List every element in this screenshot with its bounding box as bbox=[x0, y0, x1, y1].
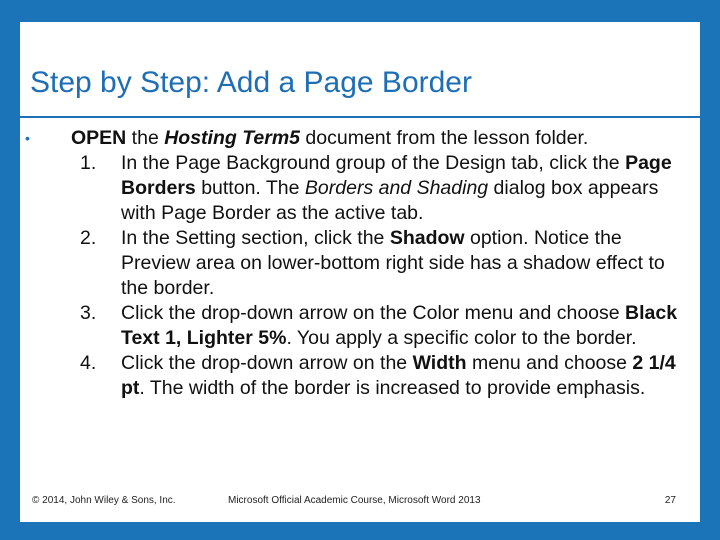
footer-page-number: 27 bbox=[664, 495, 676, 506]
step-emphasis-bold: 2 1/4 pt bbox=[121, 352, 676, 399]
step-item bbox=[20, 351, 700, 401]
step-emphasis-bold: Black Text 1, Lighter 5% bbox=[121, 302, 678, 349]
bullet-text-part: document from the lesson folder. bbox=[300, 127, 589, 149]
step-item bbox=[20, 226, 700, 301]
step-text bbox=[121, 351, 681, 401]
step-text-part: button. The bbox=[195, 177, 305, 199]
footer-copyright: © 2014, John Wiley & Sons, Inc. bbox=[32, 495, 176, 506]
step-text bbox=[121, 226, 681, 301]
step-text-part: Click the drop-down arrow on the Color menu and choose bbox=[121, 302, 626, 324]
step-text-part: In the Page Background group of the Design tab, click the bbox=[121, 152, 626, 174]
bullet-document-name: Hosting Term5 bbox=[164, 127, 301, 149]
steps-list bbox=[20, 151, 700, 401]
title-divider bbox=[20, 116, 700, 118]
step-emphasis-italic: Borders and Shading bbox=[304, 177, 489, 199]
bullet-text-part: the bbox=[126, 127, 165, 149]
step-text-part: . The width of the border is increased to provide emphasis. bbox=[139, 377, 646, 399]
step-text-part: option. Notice the Preview area on lower-bottom right side has a shadow effect to the border. bbox=[121, 227, 665, 299]
step-text-part: dialog box appears with Page Border as the active tab. bbox=[121, 177, 659, 224]
step-text bbox=[121, 151, 681, 226]
step-item bbox=[20, 301, 700, 351]
step-text-part: In the Setting section, click the bbox=[121, 227, 390, 249]
step-item bbox=[20, 151, 700, 226]
step-emphasis-bold: Width bbox=[412, 352, 467, 374]
step-number: 2. bbox=[80, 227, 97, 249]
step-emphasis-bold: Page Borders bbox=[121, 152, 672, 199]
slide-panel bbox=[20, 22, 700, 522]
step-text-part: Click the drop-down arrow on the bbox=[121, 352, 413, 374]
step-text-part: . You apply a specific color to the border. bbox=[286, 327, 637, 349]
step-text bbox=[121, 301, 681, 351]
step-number: 4. bbox=[80, 352, 97, 374]
step-number: 1. bbox=[80, 152, 97, 174]
slide-title: Step by Step: Add a Page Border bbox=[30, 66, 472, 99]
bullet-open-keyword: OPEN bbox=[71, 127, 127, 149]
footer-course: Microsoft Official Academic Course, Microsoft Word 2013 bbox=[228, 495, 481, 506]
step-number: 3. bbox=[80, 302, 97, 324]
bullet-icon: • bbox=[25, 130, 30, 146]
step-emphasis-bold: Shadow bbox=[389, 227, 465, 249]
bullet-text bbox=[71, 126, 588, 151]
step-text-part: menu and choose bbox=[466, 352, 633, 374]
